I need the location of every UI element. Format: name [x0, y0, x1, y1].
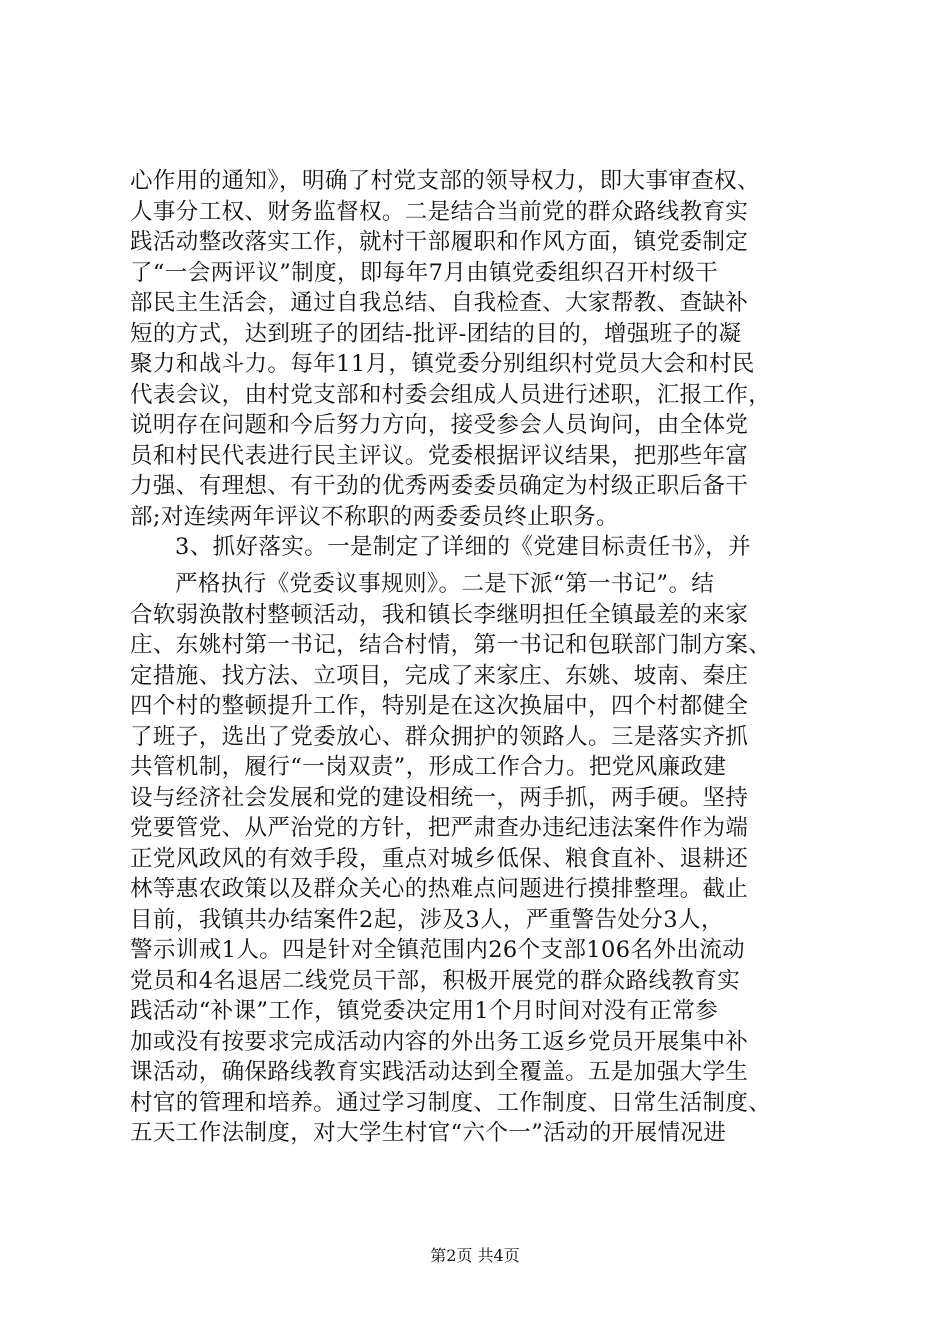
text-line: 庄、东姚村第一书记，结合村情，第一书记和包联部门制方案、 [130, 632, 772, 658]
text-line: 设与经济社会发展和党的建设相统一，两手抓，两手硬。坚持 [130, 784, 749, 811]
text-line: 部民主生活会，通过自我总结、自我检查、大家帮教、查缺补 [130, 290, 749, 316]
text-line: 力强、有理想、有干劲的优秀两委委员确定为村级正职后备干 [130, 473, 749, 499]
text-line: 定措施、找方法、立项目，完成了来家庄、东姚、坡南、秦庄 [130, 662, 749, 689]
text-line: 心作用的通知》，明确了村党支部的领导权力，即大事审查权、 [130, 168, 760, 194]
text-line: 聚力和战斗力。每年11月，镇党委分别组织村党员大会和村民 [130, 351, 755, 377]
page-number-footer: 第2页 共4页 [430, 1246, 520, 1265]
text-line: 课活动，确保路线教育实践活动达到全覆盖。五是加强大学生 [130, 1059, 749, 1085]
text-line: 员和村民代表进行民主评议。党委根据评议结果，把那些年富 [130, 442, 749, 469]
text-line: 了班子，选出了党委放心、群众拥护的领路人。三是落实齐抓 [130, 723, 749, 750]
paragraph-1 [130, 166, 830, 563]
section-3-heading-line: 3、抓好落实。一是制定了详细的《党建目标责任书》，并 [175, 534, 751, 560]
text-line: 警示训戒1人。四是针对全镇范围内26个支部106名外出流动 [130, 937, 745, 963]
text-line: 代表会议，由村党支部和村委会组成人员进行述职，汇报工作， [130, 381, 772, 408]
text-line: 严格执行《党委议事规则》。二是下派“第一书记”。结 [175, 571, 715, 597]
text-line: 五天工作法制度，对大学生村官“六个一”活动的开展情况进 [130, 1120, 727, 1146]
text-line: 说明存在问题和今后努力方向，接受参会人员询问，由全体党 [130, 412, 749, 438]
text-line: 践活动整改落实工作，就村干部履职和作风方面，镇党委制定 [130, 229, 749, 255]
text-line: 了“一会两评议”制度，即每年7月由镇党委组织召开村级干 [130, 259, 719, 286]
text-line: 四个村的整顿提升工作，特别是在这次换届中，四个村都健全 [130, 693, 749, 719]
text-line: 加或没有按要求完成活动内容的外出务工返乡党员开展集中补 [130, 1028, 749, 1055]
text-line: 正党风政风的有效手段，重点对城乡低保、粮食直补、退耕还 [130, 845, 749, 872]
text-line: 党员和4名退居二线党员干部，积极开展党的群众路线教育实 [130, 967, 741, 994]
text-line: 践活动“补课”工作，镇党委决定用1个月时间对没有正常参 [130, 998, 719, 1024]
text-line: 林等惠农政策以及群众关心的热难点问题进行摸排整理。截止 [130, 876, 749, 902]
text-line: 党要管党、从严治党的方针，把严肃查办违纪违法案件作为端 [130, 815, 749, 841]
text-line: 人事分工权、财务监督权。二是结合当前党的群众路线教育实 [130, 198, 749, 225]
text-line: 短的方式，达到班子的团结-批评-团结的目的，增强班子的凝 [130, 320, 742, 347]
text-line: 村官的管理和培养。通过学习制度、工作制度、日常生活制度、 [130, 1089, 772, 1116]
text-line: 部;对连续两年评议不称职的两委委员终止职务。 [130, 503, 619, 530]
paragraph-3 [130, 569, 830, 1149]
text-line: 合软弱涣散村整顿活动，我和镇长李继明担任全镇最差的来家 [130, 601, 749, 628]
text-line: 共管机制，履行“一岗双责”，形成工作合力。把党风廉政建 [130, 754, 727, 780]
text-line: 目前，我镇共办结案件2起，涉及3人，严重警告处分3人， [130, 906, 724, 933]
